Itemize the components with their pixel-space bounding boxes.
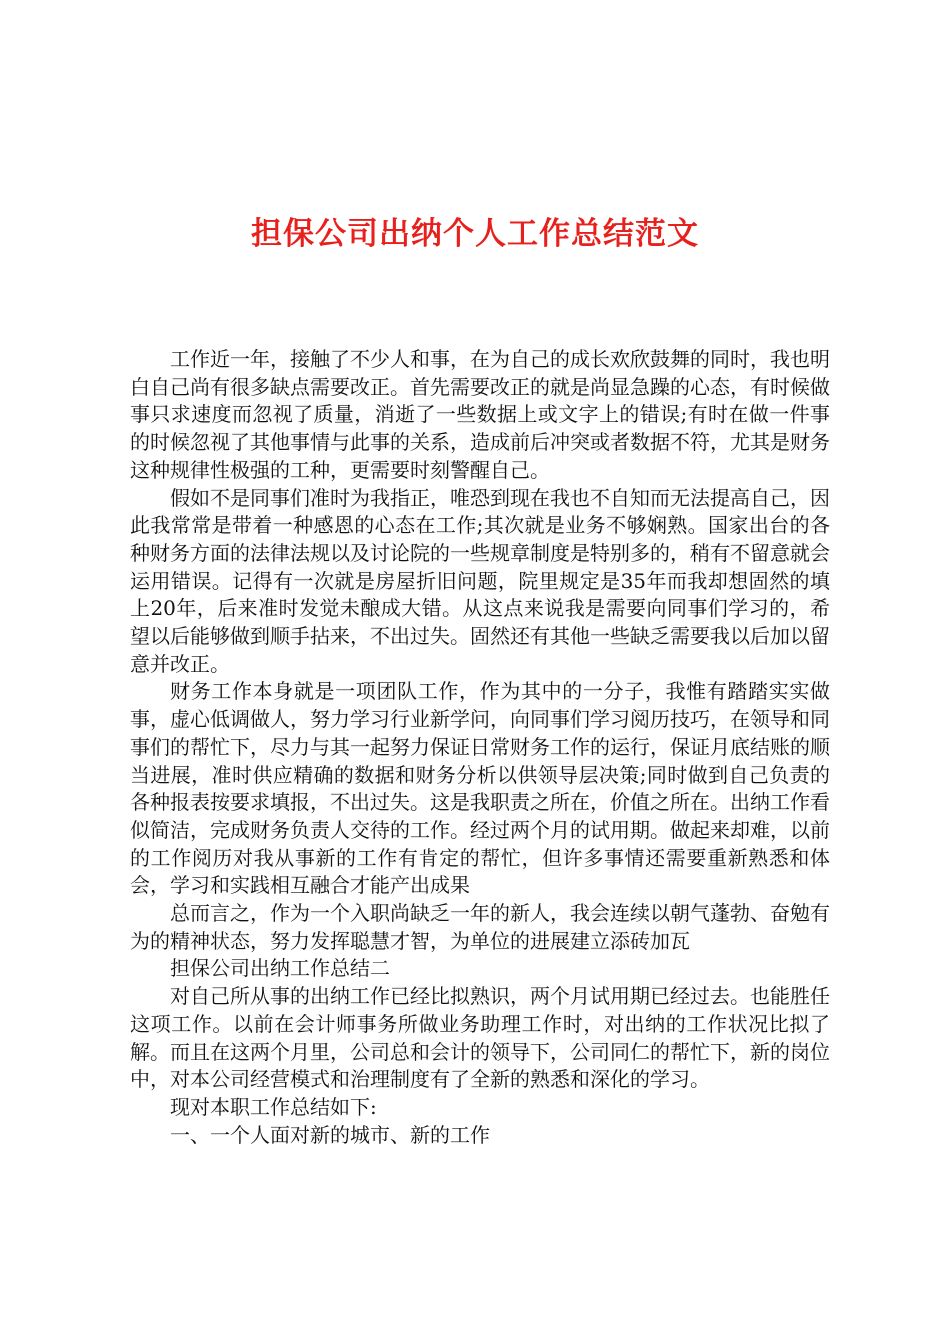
subheading-1: 一、一个人面对新的城市、新的工作 bbox=[170, 1122, 490, 1147]
paragraph-2: 假如不是同事们准时为我指正，唯恐到现在我也不自知而无法提高自己，因此我常常是带着一种感恩的心态在工作;其次就是业务不够娴熟。国家出台的各种财务方面的法律法规以及讨论院的一些规章制度是特别多的，稍有不留意就会运用错误。记得有一次就是房屋折旧问题，院里规定是35年而我却想固然的填上20年，后来准时发觉未酿成大错。从这点来说我是需要向同事们学习的，希望以后能够做到顺手拈来，不出过失。固然还有其他一些缺乏需要我以后加以留意并改正。 bbox=[130, 485, 830, 676]
paragraph-1: 工作近一年，接触了不少人和事，在为自己的成长欢欣鼓舞的同时，我也明白自己尚有很多缺点需要改正。首先需要改正的就是尚显急躁的心态，有时候做事只求速度而忽视了质量，消逝了一些数据上或文字上的错误;有时在做一件事的时候忽视了其他事情与此事的关系，造成前后冲突或者数据不符，尤其是财务这种规律性极强的工种，更需要时刻警醒自己。 bbox=[130, 347, 830, 482]
section-heading-2: 担保公司出纳工作总结二 bbox=[170, 956, 390, 981]
paragraph-5: 对自己所从事的出纳工作已经比拟熟识，两个月试用期已经过去。也能胜任这项工作。以前在会计师事务所做业务助理工作时，对出纳的工作状况比拟了解。而且在这两个月里，公司总和会计的领导下，公司同仁的帮忙下，新的岗位中，对本公司经营模式和治理制度有了全新的熟悉和深化的学习。 bbox=[130, 984, 830, 1092]
paragraph-6: 现对本职工作总结如下: bbox=[170, 1094, 377, 1119]
paragraph-4: 总而言之，作为一个入职尚缺乏一年的新人，我会连续以朝气蓬勃、奋勉有为的精神状态，努力发挥聪慧才智，为单位的进展建立添砖加瓦 bbox=[130, 901, 830, 953]
document-body bbox=[130, 346, 830, 1149]
document-title: 担保公司出纳个人工作总结范文 bbox=[251, 216, 699, 252]
paragraph-3: 财务工作本身就是一项团队工作，作为其中的一分子，我惟有踏踏实实做事，虚心低调做人，努力学习行业新学问，向同事们学习阅历技巧，在领导和同事们的帮忙下，尽力与其一起努力保证日常财务工作的运行，保证月底结账的顺当进展，准时供应精确的数据和财务分析以供领导层决策;同时做到自己负责的各种报表按要求填报，不出过失。这是我职责之所在，价值之所在。出纳工作看似简洁，完成财务负责人交待的工作。经过两个月的试用期。做起来却难，以前的工作阅历对我从事新的工作有肯定的帮忙，但许多事情还需要重新熟悉和体会，学习和实践相互融合才能产出成果 bbox=[130, 679, 830, 898]
